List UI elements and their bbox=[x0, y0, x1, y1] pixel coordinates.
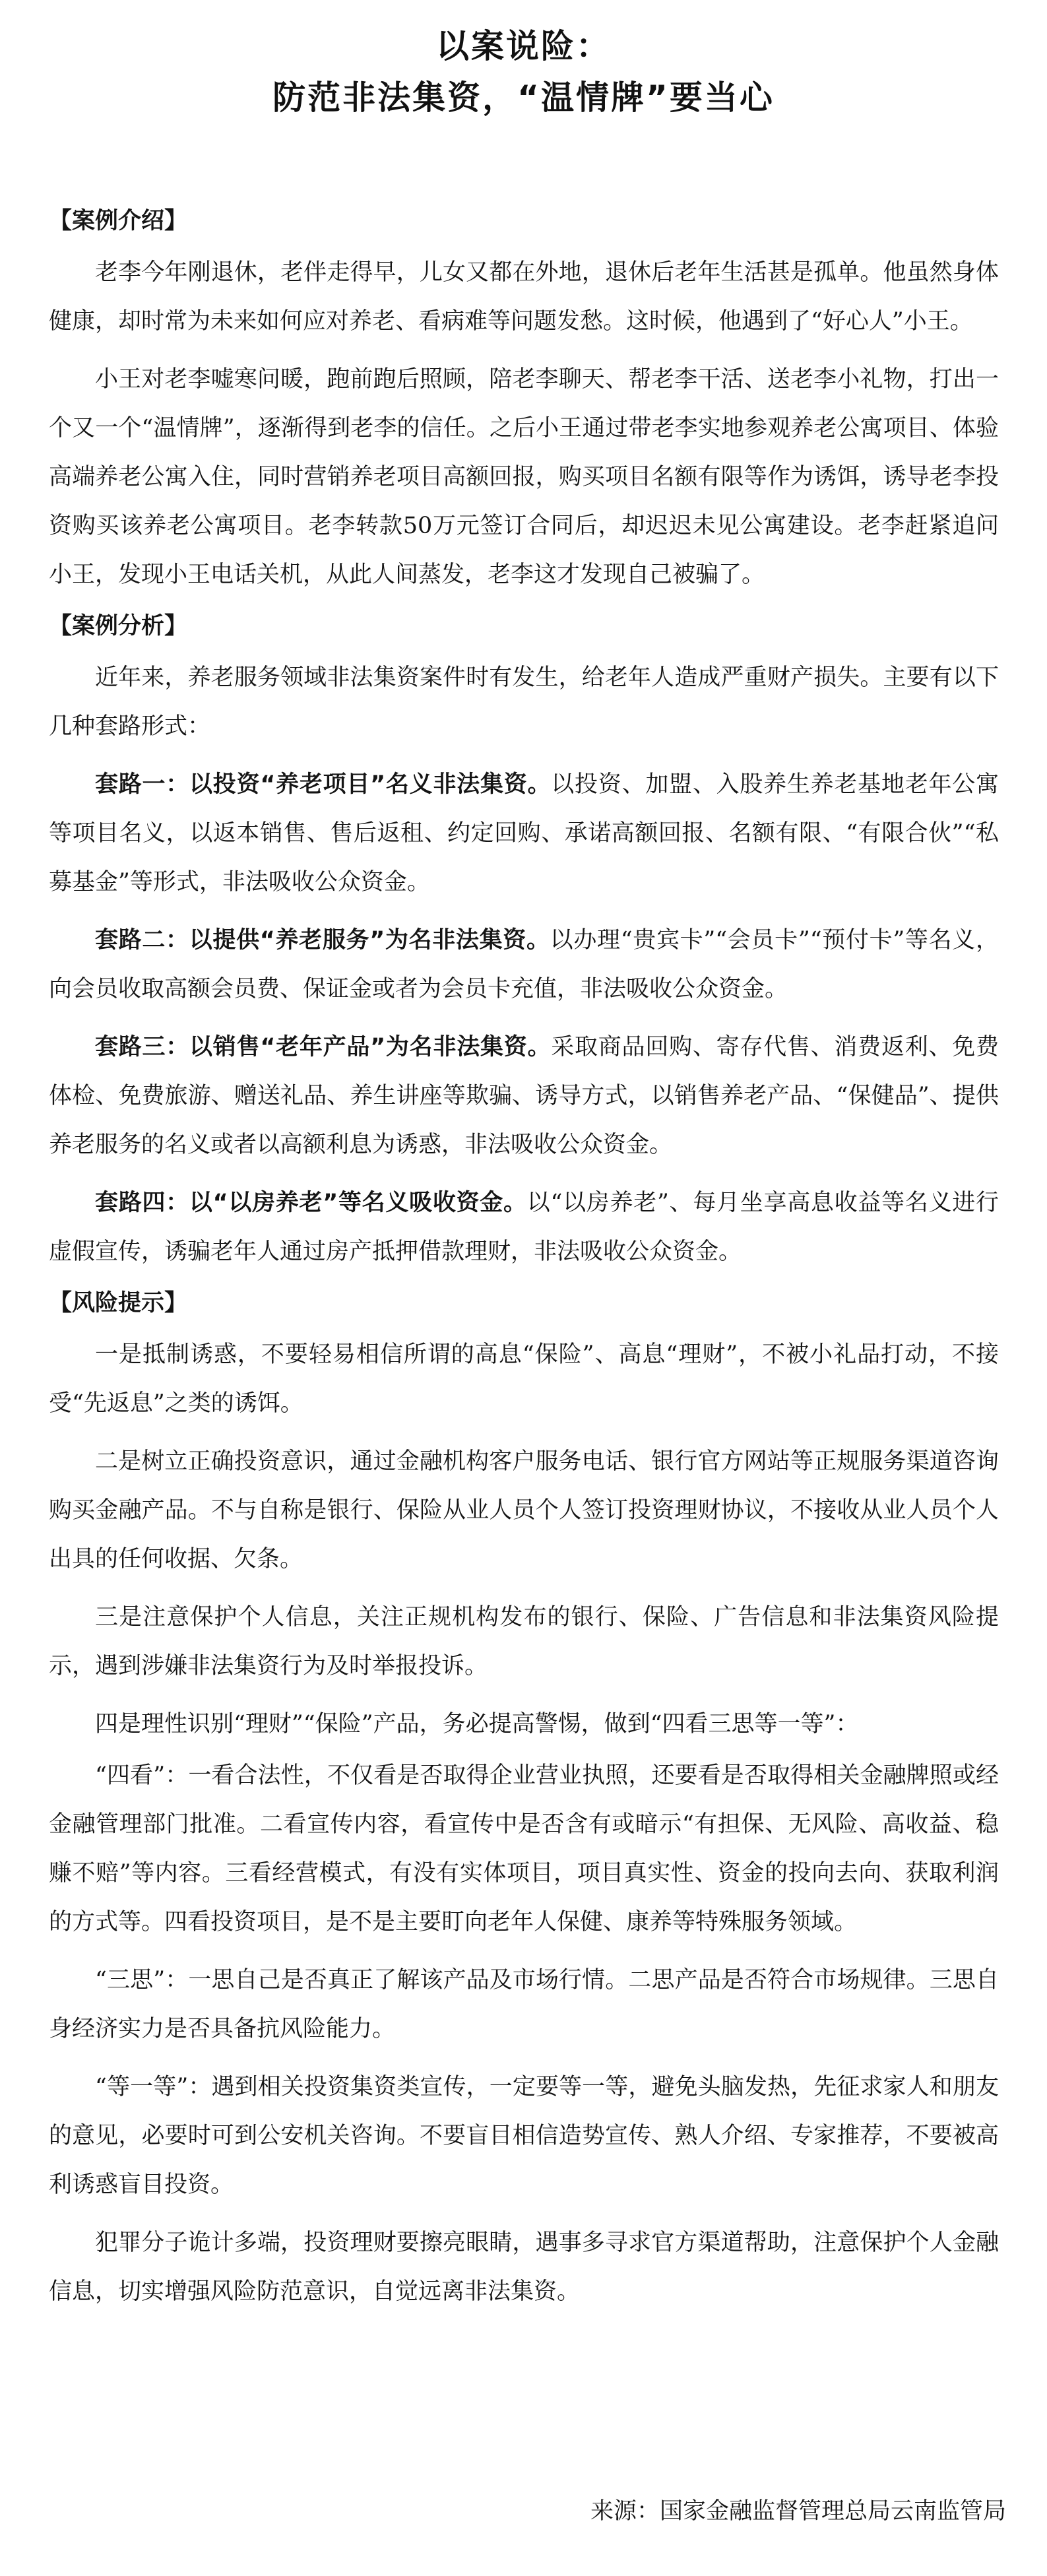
article-body bbox=[49, 197, 999, 2316]
routine-lead-1: 套路一：以投资“养老项目”名义非法集资。 bbox=[95, 771, 552, 798]
routine-lead-3: 套路三：以销售“老年产品”为名非法集资。 bbox=[95, 1034, 552, 1060]
section-heading-risk-tips: 【风险提示】 bbox=[49, 1290, 188, 1316]
risk-tip-paragraph-1: 一是抵制诱惑，不要轻易相信所谓的高息“保险”、高息“理财”，不被小礼品打动，不接受“先返息”之类的诱饵。 bbox=[49, 1341, 999, 1417]
routine-text-4: 以“以房养老”、每月坐享高息收益等名义进行虚假宣传，诱骗老年人通过房产抵押借款理财，非法吸收公众资金。 bbox=[49, 1190, 999, 1265]
routine-text-1: 以投资、加盟、入股养生养老基地老年公寓等项目名义，以返本销售、售后返租、约定回购、承诺高额回报、名额有限、“有限合伙”“私募基金”等形式，非法吸收公众资金。 bbox=[49, 771, 999, 895]
risk-tip-paragraph-conclusion: 犯罪分子诡计多端，投资理财要擦亮眼睛，遇事多寻求官方渠道帮助，注意保护个人金融信息，切实增强风险防范意识，自觉远离非法集资。 bbox=[49, 2230, 999, 2305]
routine-text-3: 采取商品回购、寄存代售、消费返利、免费体检、免费旅游、赠送礼品、养生讲座等欺骗、诱导方式，以销售养老产品、“保健品”、提供养老服务的名义或者以高额利息为诱惑，非法吸收公众资金。 bbox=[49, 1034, 999, 1158]
title-line-1: 以案说险： bbox=[436, 27, 611, 65]
case-intro-paragraph-1: 老李今年刚退休，老伴走得早，儿女又都在外地，退休后老年生活甚是孤单。他虽然身体健康，却时常为未来如何应对养老、看病难等问题发愁。这时候，他遇到了“好心人”小王。 bbox=[49, 259, 999, 335]
risk-tip-paragraph-three-thinks: “三思”：一思自己是否真正了解该产品及市场行情。二思产品是否符合市场规律。三思自身经济实力是否具备抗风险能力。 bbox=[49, 1967, 999, 2042]
section-heading-case-analysis: 【案例分析】 bbox=[49, 613, 188, 639]
case-intro-paragraph-2: 小王对老李嘘寒问暖，跑前跑后照顾，陪老李聊天、帮老李干活、送老李小礼物，打出一个又一个“温情牌”，逐渐得到老李的信任。之后小王通过带老李实地参观养老公寓项目、体验高端养老公寓入住，同时营销养老项目高额回报，购买项目名额有限等作为诱饵，诱导老李投资购买该养老公寓项目。老李转款50万元签订合同后，却迟迟未见公寓建设。老李赶紧追问小王，发现小王电话关机，从此人间蒸发，老李这才发现自己被骗了。 bbox=[49, 366, 999, 588]
section-heading-case-intro: 【案例介绍】 bbox=[49, 208, 188, 234]
source-credit: 来源：国家金融监督管理总局云南监管局 bbox=[590, 2498, 1006, 2525]
risk-tip-paragraph-4: 四是理性识别“理财”“保险”产品，务必提高警惕，做到“四看三思等一等”： bbox=[95, 1711, 859, 1737]
case-analysis-intro: 近年来，养老服务领域非法集资案件时有发生，给老年人造成严重财产损失。主要有以下几种套路形式： bbox=[49, 664, 999, 740]
routine-paragraph-3 bbox=[49, 1023, 999, 1169]
routine-lead-2: 套路二：以提供“养老服务”为名非法集资。 bbox=[95, 927, 550, 953]
risk-tip-paragraph-four-looks: “四看”：一看合法性，不仅看是否取得企业营业执照，还要看是否取得相关金融牌照或经金融管理部门批准。二看宣传内容，看宣传中是否含有或暗示“有担保、无风险、高收益、稳赚不赔”等内容。三看经营模式，有没有实体项目，项目真实性、资金的投向去向、获取利润的方式等。四看投资项目，是不是主要盯向老年人保健、康养等特殊服务领域。 bbox=[49, 1762, 999, 1935]
routine-lead-4: 套路四：以“以房养老”等名义吸收资金。 bbox=[95, 1190, 527, 1216]
risk-tip-paragraph-3: 三是注意保护个人信息，关注正规机构发布的银行、保险、广告信息和非法集资风险提示，遇到涉嫌非法集资行为及时举报投诉。 bbox=[49, 1604, 999, 1679]
risk-tip-paragraph-2: 二是树立正确投资意识，通过金融机构客户服务电话、银行官方网站等正规服务渠道咨询购买金融产品。不与自称是银行、保险从业人员个人签订投资理财协议，不接收从业人员个人出具的任何收据、欠条。 bbox=[49, 1448, 999, 1572]
routine-paragraph-4 bbox=[49, 1178, 999, 1276]
routine-paragraph-2 bbox=[49, 916, 999, 1014]
routine-text-2: 以办理“贵宾卡”“会员卡”“预付卡”等名义，向会员收取高额会员费、保证金或者为会员卡充值，非法吸收公众资金。 bbox=[49, 927, 999, 1002]
risk-tip-paragraph-wait: “等一等”：遇到相关投资集资类宣传，一定要等一等，避免头脑发热，先征求家人和朋友的意见，必要时可到公安机关咨询。不要盲目相信造势宣传、熟人介绍、专家推荐，不要被高利诱惑盲目投资。 bbox=[49, 2074, 999, 2198]
routine-paragraph-1 bbox=[49, 760, 999, 907]
title-line-2: 防范非法集资，“温情牌”要当心 bbox=[272, 79, 775, 117]
